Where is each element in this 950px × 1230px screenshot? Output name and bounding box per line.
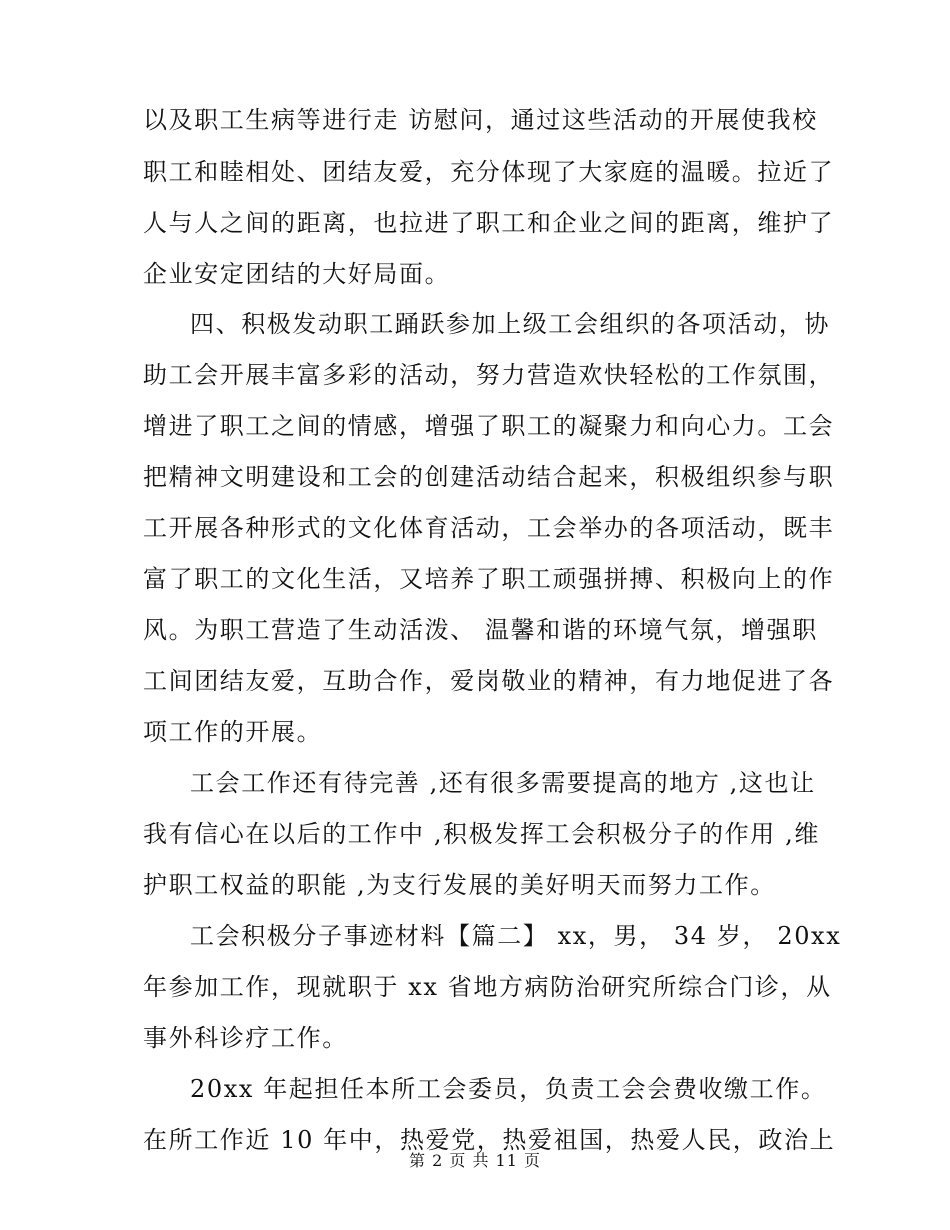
text-line: 工间团结友爱，互助合作，爱岗敬业的精神，有力地促进了各 [143,667,835,695]
paragraph-first-line: 工会积极分子事迹材料【篇二】 xx，男， 34 岁， 20xx [190,922,842,950]
text-line: 年参加工作，现就职于 xx 省地方病防治研究所综合门诊，从 [143,973,832,1001]
text-line: 职工和睦相处、团结友爱，充分体现了大家庭的温暖。拉近了 [143,158,835,186]
text-line: 我有信心在以后的工作中 ,积极发挥工会积极分子的作用 ,维 [143,820,820,848]
text-line: 企业安定团结的大好局面。 [143,260,451,288]
paragraph-first-line: 四、积极发动职工踊跃参加上级工会组织的各项活动，协 [190,310,830,338]
text-line: 护职工权益的职能 ,为支行发展的美好明天而努力工作。 [143,871,776,899]
text-line: 以及职工生病等进行走 访慰问，通过这些活动的开展使我校 [143,106,818,134]
paragraph-first-line: 20xx 年起担任本所工会委员，负责工会会费收缴工作。 [190,1075,827,1103]
text-line: 在所工作近 10 年中，热爱党，热爱祖国，热爱人民，政治上 [143,1126,836,1154]
text-line: 助工会开展丰富多彩的活动，努力营造欢快轻松的工作氛围， [143,361,835,389]
text-line: 工开展各种形式的文化体育活动，工会举办的各项活动，既丰 [143,514,835,542]
text-line: 事外科诊疗工作。 [143,1024,348,1052]
paragraph-first-line: 工会工作还有待完善 ,还有很多需要提高的地方 ,这也让 [190,769,816,797]
text-line: 风。为职工营造了生动活泼、 温馨和谐的环境气氛，增强职 [143,616,818,644]
text-line: 项工作的开展。 [143,718,323,746]
text-line: 富了职工的文化生活，又培养了职工顽强拼搏、积极向上的作 [143,565,835,593]
page-footer: 第 2 页 共 11 页 [409,1151,541,1170]
text-line: 人与人之间的距离，也拉进了职工和企业之间的距离，维护了 [143,209,835,237]
text-line: 增进了职工之间的情感，增强了职工的凝聚力和向心力。工会 [143,412,835,440]
text-line: 把精神文明建设和工会的创建活动结合起来，积极组织参与职 [143,463,835,491]
